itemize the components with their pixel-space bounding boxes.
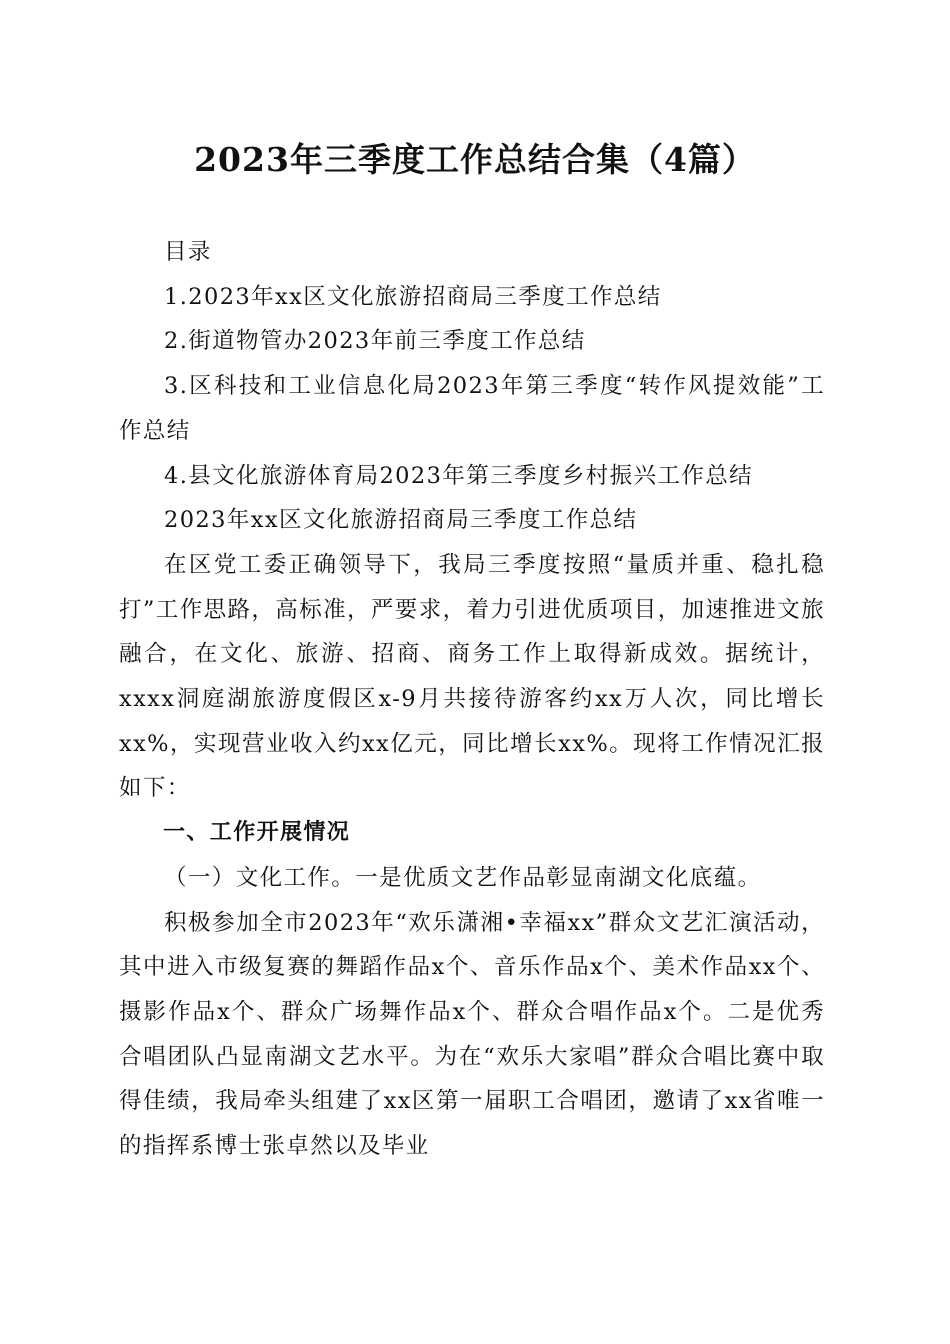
toc-item-1: 1.2023年xx区文化旅游招商局三季度工作总结 — [164, 283, 662, 310]
intro-paragraph: 在区党工委正确领导下，我局三季度按照“量质并重、稳扎稳打”工作思路，高标准，严要求，着力引进优质项目，加速推进文旅融合，在文化、旅游、招商、商务工作上取得新成效。据统计，xxxx洞庭湖旅游度假区x-9月共接待游客约xx万人次，同比增长xx%，实现营业收入约xx亿元，同比增长xx%。现将工作情况汇报如下： — [119, 551, 826, 802]
section-heading: 一、工作开展情况 — [163, 820, 351, 846]
subsection-heading: （一）文化工作。一是优质文艺作品彰显南湖文化底蕴。 — [164, 864, 762, 891]
document-title: 2023年三季度工作总结合集（4篇） — [194, 140, 756, 179]
toc-item-4: 4.县文化旅游体育局2023年第三季度乡村振兴工作总结 — [164, 462, 754, 489]
toc-heading: 目录 — [164, 239, 212, 265]
article-title: 2023年xx区文化旅游招商局三季度工作总结 — [164, 507, 638, 534]
document-body — [119, 230, 825, 1169]
body-paragraph: 积极参加全市2023年“欢乐潇湘•幸福xx”群众文艺汇演活动，其中进入市级复赛的舞蹈作品x个、音乐作品x个、美术作品xx个、摄影作品x个、群众广场舞作品x个、群众合唱作品x个。二是优秀合唱团队凸显南湖文艺水平。为在“欢乐大家唱”群众合唱比赛中取得佳绩，我局牵头组建了xx区第一届职工合唱团，邀请了xx省唯一的指挥系博士张卓然以及毕业 — [119, 909, 825, 1160]
toc-item-2: 2.街道物管办2023年前三季度工作总结 — [164, 328, 586, 355]
toc-item-3: 3.区科技和工业信息化局2023年第三季度“转作风提效能”工作总结 — [119, 373, 825, 444]
